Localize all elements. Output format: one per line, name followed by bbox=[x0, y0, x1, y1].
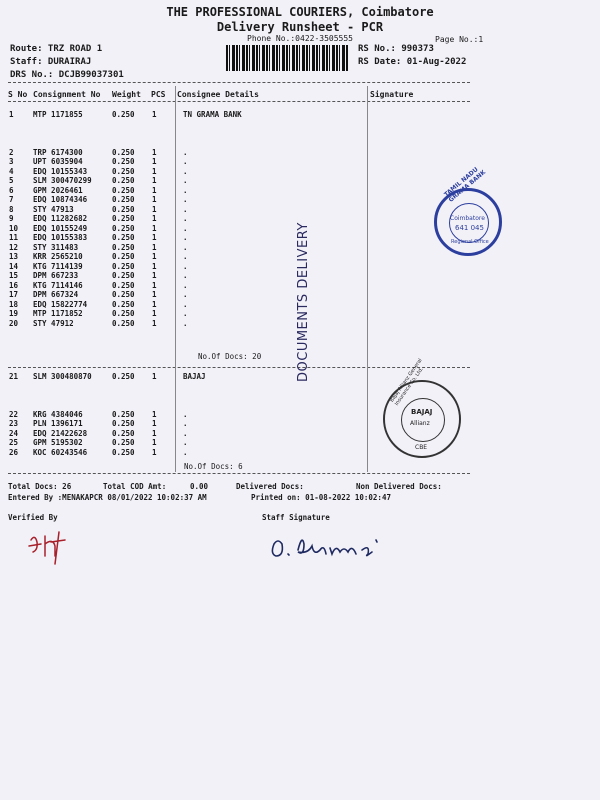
col-header-consignee: Consignee Details bbox=[177, 90, 259, 99]
cell-consignment: KTG 7114139 bbox=[33, 261, 83, 271]
cell-details: . bbox=[183, 233, 188, 242]
cell-consignment: GPM 2026461 bbox=[33, 185, 83, 195]
cell-details: . bbox=[183, 195, 188, 204]
cell-sno: 3 bbox=[9, 157, 14, 166]
seal-bottom-text: CBE bbox=[415, 444, 428, 451]
cell-consignment: EDQ 11282682 bbox=[33, 214, 88, 223]
table-bottom-rule bbox=[8, 473, 470, 474]
cell-weight: 0.250 bbox=[112, 214, 135, 223]
cell-weight: 0.250 bbox=[112, 318, 135, 328]
staff-signature-icon bbox=[268, 530, 398, 564]
cell-weight: 0.250 bbox=[112, 372, 135, 381]
verified-by-label: Verified By bbox=[8, 513, 58, 522]
cell-pcs: 1 bbox=[152, 242, 157, 252]
cell-weight: 0.250 bbox=[112, 409, 135, 419]
cell-details: . bbox=[183, 204, 188, 214]
cell-details: . bbox=[183, 280, 188, 290]
page-number: Page No.:1 bbox=[435, 35, 484, 44]
col-header-consignment: Consignment No bbox=[33, 90, 101, 99]
cell-details: . bbox=[183, 419, 188, 428]
cell-weight: 0.250 bbox=[112, 290, 135, 299]
cell-weight: 0.250 bbox=[112, 223, 135, 233]
cell-pcs: 1 bbox=[152, 166, 157, 176]
cell-consignment: SLM 300470299 bbox=[33, 176, 92, 185]
cell-consignment: DPM 667324 bbox=[33, 290, 79, 299]
cell-sno: 8 bbox=[9, 204, 14, 214]
cell-sno: 24 bbox=[9, 428, 19, 438]
rs-number: RS No.: 990373 bbox=[358, 44, 434, 54]
cell-details: . bbox=[183, 223, 188, 233]
document-subtitle: Delivery Runsheet - PCR bbox=[216, 20, 384, 34]
cell-details: . bbox=[183, 409, 188, 419]
cell-pcs: 1 bbox=[152, 195, 157, 204]
cell-weight: 0.250 bbox=[112, 110, 135, 119]
cell-sno: 12 bbox=[9, 242, 19, 252]
cell-pcs: 1 bbox=[152, 233, 157, 242]
cell-consignment: KRG 4384046 bbox=[33, 409, 83, 419]
cell-details: . bbox=[183, 214, 188, 223]
cell-pcs: 1 bbox=[152, 447, 157, 457]
cell-consignment: STY 47912 bbox=[33, 318, 74, 328]
cell-weight: 0.250 bbox=[112, 428, 135, 438]
cell-weight: 0.250 bbox=[112, 166, 135, 176]
col-header-sno: S No bbox=[8, 90, 28, 99]
cell-details: BAJAJ bbox=[183, 372, 206, 381]
cell-details: . bbox=[183, 157, 188, 166]
header-bottom-rule bbox=[8, 101, 470, 102]
cell-consignment: MTP 1171855 bbox=[33, 110, 83, 119]
cell-weight: 0.250 bbox=[112, 447, 135, 457]
cell-consignment: SLM 300480870 bbox=[33, 372, 92, 381]
cell-details: . bbox=[183, 185, 188, 195]
cell-consignment: PLN 1396171 bbox=[33, 419, 83, 428]
col-header-weight: Weight bbox=[112, 90, 141, 99]
cell-pcs: 1 bbox=[152, 110, 157, 119]
staff-label: Staff: DURAIRAJ bbox=[10, 57, 92, 67]
cell-weight: 0.250 bbox=[112, 309, 135, 318]
cell-weight: 0.250 bbox=[112, 252, 135, 261]
cell-consignment: EDQ 15822774 bbox=[33, 299, 88, 309]
cell-sno: 5 bbox=[9, 176, 14, 185]
total-docs: Total Docs: 26 bbox=[8, 482, 72, 491]
cell-pcs: 1 bbox=[152, 157, 157, 166]
seal-center-text: Coimbatore bbox=[450, 215, 485, 222]
rs-date: RS Date: 01-Aug-2022 bbox=[358, 57, 467, 67]
cell-pcs: 1 bbox=[152, 214, 157, 223]
non-delivered-docs: Non Delivered Docs: bbox=[356, 482, 442, 491]
cell-weight: 0.250 bbox=[112, 147, 135, 157]
cell-details: . bbox=[183, 271, 188, 280]
cell-weight: 0.250 bbox=[112, 233, 135, 242]
company-title: THE PROFESSIONAL COURIERS, Coimbatore bbox=[166, 5, 434, 19]
column-divider-signature bbox=[367, 86, 368, 472]
cell-pcs: 1 bbox=[152, 419, 157, 428]
cell-weight: 0.250 bbox=[112, 176, 135, 185]
cell-details: TN GRAMA BANK bbox=[183, 110, 242, 119]
total-cod-label: Total COD Amt: bbox=[103, 482, 167, 491]
cell-sno: 15 bbox=[9, 271, 19, 280]
cell-consignment: EDQ 10155343 bbox=[33, 166, 88, 176]
seal-bottom-text: Regional Office bbox=[451, 239, 489, 245]
cell-pcs: 1 bbox=[152, 372, 157, 381]
verifier-signature-icon bbox=[25, 526, 85, 566]
cell-consignment: STY 47913 bbox=[33, 204, 74, 214]
cell-sno: 25 bbox=[9, 438, 19, 447]
cell-consignment: TRP 6174300 bbox=[33, 147, 83, 157]
seal-center-text: 641 045 bbox=[455, 224, 484, 232]
insurance-seal-icon bbox=[383, 357, 461, 458]
phone-number: Phone No.:0422-3505555 bbox=[247, 34, 353, 43]
cell-sno: 4 bbox=[9, 166, 14, 176]
cell-consignment: KRR 2565210 bbox=[33, 252, 83, 261]
cell-weight: 0.250 bbox=[112, 242, 135, 252]
cell-details: . bbox=[183, 252, 188, 261]
cell-sno: 18 bbox=[9, 299, 19, 309]
cell-consignment: DPM 667233 bbox=[33, 271, 79, 280]
cell-details: . bbox=[183, 428, 188, 438]
cell-sno: 13 bbox=[9, 252, 19, 261]
total-cod-value: 0.00 bbox=[190, 482, 209, 491]
cell-pcs: 1 bbox=[152, 223, 157, 233]
cell-weight: 0.250 bbox=[112, 299, 135, 309]
cell-sno: 16 bbox=[9, 280, 19, 290]
cell-sno: 21 bbox=[9, 372, 19, 381]
cell-pcs: 1 bbox=[152, 409, 157, 419]
cell-weight: 0.250 bbox=[112, 280, 135, 290]
cell-sno: 1 bbox=[9, 110, 14, 119]
cell-weight: 0.250 bbox=[112, 185, 135, 195]
cell-pcs: 1 bbox=[152, 318, 157, 328]
cell-sno: 17 bbox=[9, 290, 19, 299]
cell-consignment: MTP 1171852 bbox=[33, 309, 83, 318]
cell-consignment: EDQ 10874346 bbox=[33, 195, 88, 204]
cell-pcs: 1 bbox=[152, 261, 157, 271]
cell-weight: 0.250 bbox=[112, 271, 135, 280]
cell-sno: 11 bbox=[9, 233, 19, 242]
seal-center-text: Allianz bbox=[410, 420, 430, 427]
cell-pcs: 1 bbox=[152, 428, 157, 438]
cell-sno: 19 bbox=[9, 309, 19, 318]
seal-center-text: BAJAJ bbox=[411, 408, 433, 416]
cell-pcs: 1 bbox=[152, 290, 157, 299]
cell-sno: 22 bbox=[9, 409, 19, 419]
cell-consignment: UPT 6035904 bbox=[33, 157, 83, 166]
cell-consignment: GPM 5195302 bbox=[33, 438, 83, 447]
column-divider-details bbox=[175, 86, 176, 472]
seal-ring-text: Bajaj Allianz General Insurance Co. Ltd. bbox=[389, 357, 425, 407]
delivered-docs: Delivered Docs: bbox=[236, 482, 304, 491]
cell-details: . bbox=[183, 447, 188, 457]
cell-pcs: 1 bbox=[152, 299, 157, 309]
col-header-pcs: PCS bbox=[151, 90, 166, 99]
cell-pcs: 1 bbox=[152, 271, 157, 280]
cell-sno: 20 bbox=[9, 318, 19, 328]
cell-sno: 9 bbox=[9, 214, 14, 223]
cell-consignment: KTG 7114146 bbox=[33, 280, 83, 290]
col-header-signature: Signature bbox=[370, 90, 414, 99]
seal-ring-text: TAMIL NADU GRAMA BANK bbox=[443, 166, 488, 204]
group-divider-rule bbox=[8, 367, 470, 368]
cell-sno: 23 bbox=[9, 419, 19, 428]
cell-consignment: KOC 60243546 bbox=[33, 447, 88, 457]
route-label: Route: TRZ ROAD 1 bbox=[10, 44, 103, 54]
cell-sno: 2 bbox=[9, 147, 14, 157]
cell-pcs: 1 bbox=[152, 280, 157, 290]
cell-pcs: 1 bbox=[152, 176, 157, 185]
barcode-icon bbox=[226, 45, 348, 71]
cell-sno: 6 bbox=[9, 185, 14, 195]
bank-seal-icon bbox=[434, 166, 502, 256]
cell-consignment: EDQ 10155249 bbox=[33, 223, 88, 233]
cell-details: . bbox=[183, 261, 188, 271]
drs-number: DRS No.: DCJB99037301 bbox=[10, 70, 124, 80]
cell-consignment: EDQ 10155383 bbox=[33, 233, 88, 242]
cell-details: . bbox=[183, 299, 188, 309]
cell-sno: 10 bbox=[9, 223, 19, 233]
cell-details: . bbox=[183, 318, 188, 328]
cell-details: . bbox=[183, 290, 188, 299]
cell-weight: 0.250 bbox=[112, 261, 135, 271]
cell-weight: 0.250 bbox=[112, 438, 135, 447]
cell-details: . bbox=[183, 147, 188, 157]
cell-details: . bbox=[183, 176, 188, 185]
cell-pcs: 1 bbox=[152, 438, 157, 447]
cell-pcs: 1 bbox=[152, 204, 157, 214]
cell-details: . bbox=[183, 242, 188, 252]
cell-consignment: STY 311483 bbox=[33, 242, 79, 252]
group-doc-count: No.Of Docs: 20 bbox=[198, 352, 262, 361]
header-top-rule bbox=[8, 82, 470, 83]
cell-details: . bbox=[183, 166, 188, 176]
cell-sno: 26 bbox=[9, 447, 19, 457]
cell-consignment: EDQ 21422628 bbox=[33, 428, 88, 438]
entered-by: Entered By :MENAKAPCR 08/01/2022 10:02:37 AM bbox=[8, 493, 207, 502]
staff-signature-label: Staff Signature bbox=[262, 513, 330, 522]
cell-pcs: 1 bbox=[152, 147, 157, 157]
cell-sno: 14 bbox=[9, 261, 19, 271]
group-doc-count: No.Of Docs: 6 bbox=[184, 462, 243, 471]
cell-pcs: 1 bbox=[152, 252, 157, 261]
cell-details: . bbox=[183, 309, 188, 318]
documents-delivery-stamp: DOCUMENTS DELIVERY bbox=[296, 222, 311, 382]
cell-pcs: 1 bbox=[152, 185, 157, 195]
cell-weight: 0.250 bbox=[112, 195, 135, 204]
cell-sno: 7 bbox=[9, 195, 14, 204]
cell-pcs: 1 bbox=[152, 309, 157, 318]
printed-on: Printed on: 01-08-2022 10:02:47 bbox=[251, 493, 391, 502]
cell-weight: 0.250 bbox=[112, 157, 135, 166]
cell-weight: 0.250 bbox=[112, 204, 135, 214]
cell-details: . bbox=[183, 438, 188, 447]
cell-weight: 0.250 bbox=[112, 419, 135, 428]
